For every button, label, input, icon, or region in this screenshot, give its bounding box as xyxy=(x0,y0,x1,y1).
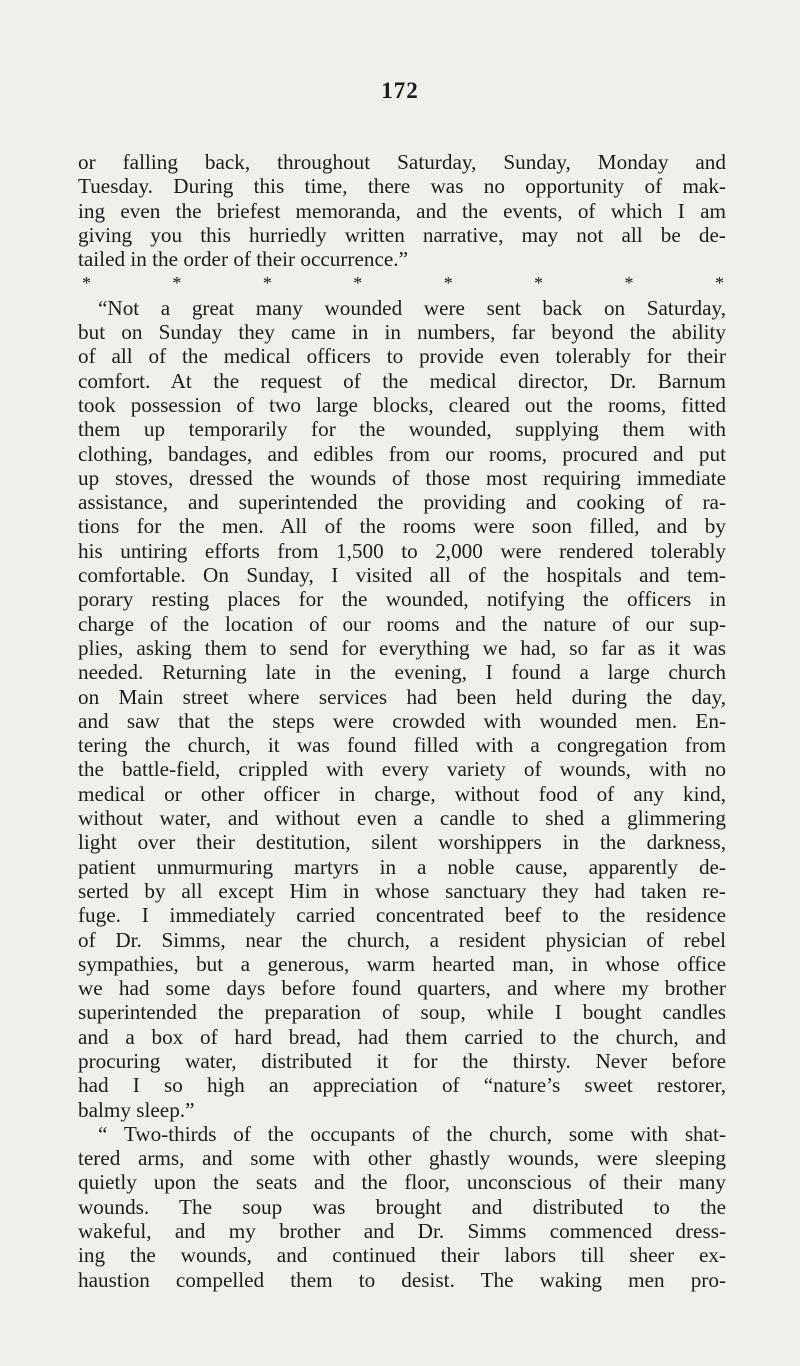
text-line: “ Two-thirds of the occupants of the church, some with shat- xyxy=(98,1121,726,1146)
text-line: wounds. The soup was brought and distributed to the xyxy=(78,1194,726,1219)
text-line: we had some days before found quarters, and where my brother xyxy=(78,976,726,1001)
separator-star: * xyxy=(82,273,91,294)
text-line: serted by all except Him in whose sanctuary they had taken re- xyxy=(78,878,726,903)
text-line: balmy sleep.” xyxy=(78,1097,195,1122)
text-line: took possession of two large blocks, cleared out the rooms, fitted xyxy=(78,392,726,417)
text-line: tions for the men. All of the rooms were soon filled, and by xyxy=(78,514,726,539)
text-line: quietly upon the seats and the floor, unconscious of their many xyxy=(78,1170,726,1195)
text-line: wakeful, and my brother and Dr. Simms commenced dress- xyxy=(78,1219,726,1244)
text-line: ing even the briefest memoranda, and the events, of which I am xyxy=(78,198,726,223)
separator-star: * xyxy=(443,273,453,294)
text-line: medical or other officer in charge, without food of any kind, xyxy=(78,781,726,806)
text-line: giving you this hurriedly written narrative, may not all be de- xyxy=(78,222,726,247)
body-text xyxy=(78,150,726,1292)
separator-star: * xyxy=(172,273,182,294)
text-line: without water, and without even a candle to shed a glimmering xyxy=(78,806,726,831)
text-line: them up temporarily for the wounded, supplying them with xyxy=(78,417,726,442)
text-line: and a box of hard bread, had them carried to the church, and xyxy=(78,1024,726,1049)
text-line: porary resting places for the wounded, notifying the officers in xyxy=(78,587,726,612)
text-line: had I so high an appreciation of “nature’s sweet restorer, xyxy=(78,1073,726,1098)
text-line: on Main street where services had been held during the day, xyxy=(78,684,726,709)
text-line: haustion compelled them to desist. The waking men pro- xyxy=(78,1267,726,1292)
text-line: plies, asking them to send for everything we had, so far as it was xyxy=(78,635,726,660)
text-line: of all of the medical officers to provide even tolerably for their xyxy=(78,344,726,369)
text-line: needed. Returning late in the evening, I found a large church xyxy=(78,660,726,685)
text-line: superintended the preparation of soup, while I bought candles xyxy=(78,1000,726,1025)
text-line: but on Sunday they came in in numbers, far beyond the ability xyxy=(78,320,726,345)
section-separator xyxy=(78,271,726,295)
text-line: tered arms, and some with other ghastly wounds, were sleeping xyxy=(78,1146,726,1171)
text-line: and saw that the steps were crowded with wounded men. En- xyxy=(78,708,726,733)
text-line: comfortable. On Sunday, I visited all of the hospitals and tem- xyxy=(78,563,726,588)
separator-star: * xyxy=(262,273,272,294)
text-line: “Not a great many wounded were sent back on Saturday, xyxy=(98,295,726,320)
separator-star: * xyxy=(624,273,634,294)
text-line: fuge. I immediately carried concentrated beef to the residence xyxy=(78,903,726,928)
text-line: clothing, bandages, and edibles from our rooms, procured and put xyxy=(78,441,726,466)
text-line: tailed in the order of their occurrence.” xyxy=(78,247,408,272)
separator-star: * xyxy=(714,273,724,294)
text-line: procuring water, distributed it for the thirsty. Never before xyxy=(78,1048,726,1073)
text-line: tering the church, it was found filled with a congregation from xyxy=(78,733,726,758)
text-line: patient unmurmuring martyrs in a noble cause, apparently de- xyxy=(78,854,726,879)
text-line: the battle-field, crippled with every variety of wounds, with no xyxy=(78,757,726,782)
text-line: sympathies, but a generous, warm hearted man, in whose office xyxy=(78,951,726,976)
text-line: up stoves, dressed the wounds of those most requiring immediate xyxy=(78,465,726,490)
separator-star: * xyxy=(534,273,544,294)
text-line: ing the wounds, and continued their labors till sheer ex- xyxy=(78,1243,726,1268)
text-line: or falling back, throughout Saturday, Sunday, Monday and xyxy=(78,150,726,174)
text-line: light over their destitution, silent worshippers in the darkness, xyxy=(78,830,726,855)
text-line: of Dr. Simms, near the church, a resident physician of rebel xyxy=(78,927,726,952)
page-number: 172 xyxy=(381,78,419,103)
text-line: assistance, and superintended the providing and cooking of ra- xyxy=(78,490,726,515)
text-line: Tuesday. During this time, there was no opportunity of mak- xyxy=(78,174,726,199)
text-line: comfort. At the request of the medical director, Dr. Barnum xyxy=(78,368,726,393)
text-line: his untiring efforts from 1,500 to 2,000 were rendered tolerably xyxy=(78,538,726,563)
separator-star: * xyxy=(353,273,363,294)
text-line: charge of the location of our rooms and the nature of our sup- xyxy=(78,611,726,636)
